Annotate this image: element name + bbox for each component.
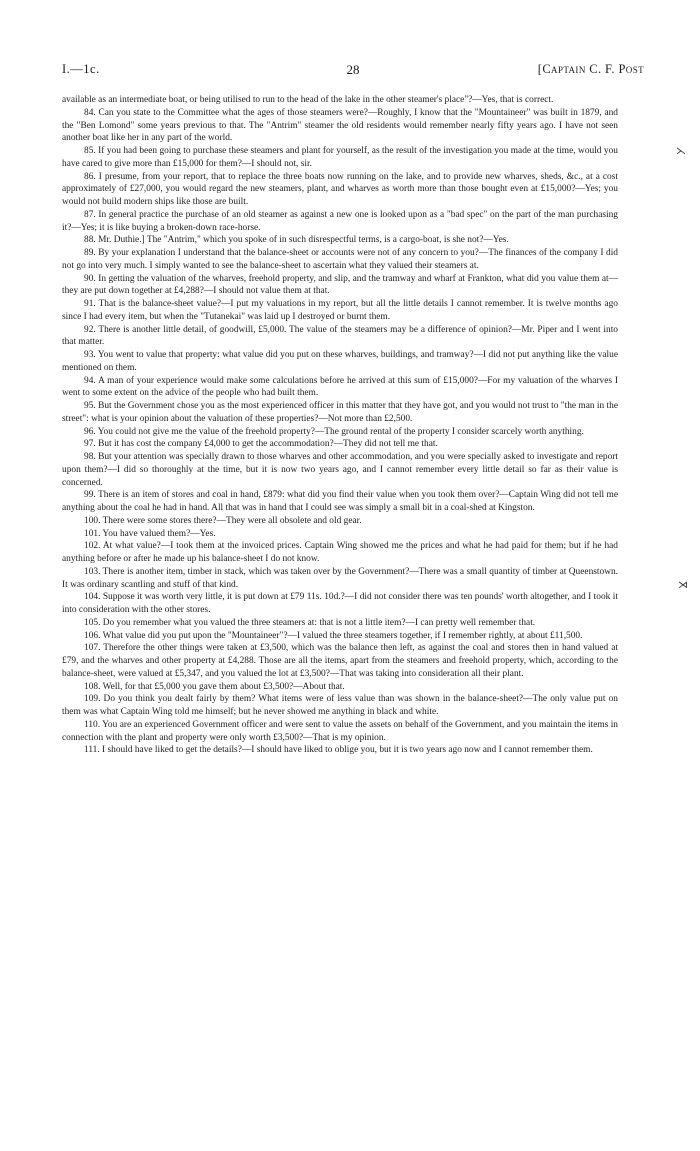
paragraph: 107. Therefore the other things were taken at £3,500, which was the balance then left, as against the coal and stores then in hand valued at £79, and the wharves and other property at £4,288. Those are all the items, apart from the steamers and freehold property, which, according to the balance-sheet, were valued at £5,347, and you valued the lot at £3,500?—That was taking into consideration all their plant. [62,643,618,679]
paragraph: 111. I should have liked to get the details?—I should have liked to oblige you, but it is two years ago now and I cannot remember them. [84,745,593,756]
paragraph: 96. You could not give me the value of the freehold property?—The ground rental of the property I consider scarcely worth anything. [84,426,584,437]
paragraph: 108. Well, for that £5,000 you gave them about £3,500?—About that. [84,681,345,692]
paragraph: 94. A man of your experience would make some calculations before he arrived at this sum of £15,000?—For my valuation of the wharves I went to some extent on the advice of the people who had built them. [62,375,618,399]
paragraph: available as an intermediate boat, or being utilised to run to the head of the lake in the other steamer's place"?—Yes, that is correct. [62,95,554,105]
paragraph: 102. At what value?—I took them at the invoiced prices. Captain Wing showed me the prices and what he had paid for them; but if he had anything before or after he made up his balance-sheet I do not know. [62,541,618,564]
paragraph: 101. You have valued them?—Yes. [84,528,216,539]
paragraph: 89. By your explanation I understand that the balance-sheet or accounts were not of any concern to you?—The finances of the company I did not go into very much. I simply wanted to see the balance-sheet to ascertain what they valued their steamers at. [62,248,618,271]
margin-scan-mark: ⋋ [676,146,686,157]
paragraph: 103. There is another item, timber in stack, which was taken over by the Government?—There was a small quantity of timber at Queenstown. It was ordinary scantling and stuff of that kind. [62,566,618,590]
margin-scan-mark: ⋊ [678,580,688,591]
header-series-ref: I.—1c. [62,62,100,76]
paragraph: 90. In getting the valuation of the wharves, freehold property, and slip, and the tramway and wharf at Frankton, what did you value them at—they are put down together at £4,288?—I should not value them at that. [62,273,618,297]
paragraph: 92. There is another little detail, of goodwill, £5,000. The value of the steamers may be a difference of opinion?—Mr. Piper and I went into that matter. [62,324,618,348]
paragraph: 104. Suppose it was worth very little, it is put down at £79 11s. 10d.?—I did not consider there was ten pounds' worth altogether, and I took it into consideration with the other stores. [62,592,618,615]
paragraph: 110. You are an experienced Government officer and were sent to value the assets on behalf of the Government, and you maintain the items in connection with the plant and property were only worth £3,500?—That is my opinion. [62,719,618,743]
page-header [62,62,644,80]
page-number: 28 [346,62,360,77]
header-witness: [Captain C. F. Post [537,62,644,76]
paragraph: 105. Do you remember what you valued the three steamers at: that is not a little item?—I can pretty well remember that. [84,617,536,628]
paragraph: 98. But your attention was specially drawn to those wharves and other accommodation, and you were specially asked to investigate and report upon them?—I did so thoroughly at the time, but it is now two years ago, and I cannot remember every little detail so far as their value is concerned. [62,452,618,488]
paragraph: 85. If you had been going to purchase these steamers and plant for yourself, as the result of the investigation you made at the time, would you have cared to give more than £15,000 for them?—I should not, sir. [62,146,618,169]
paragraph: 87. In general practice the purchase of an old steamer as against a new one is looked upon as a "bad spec" on the part of the man purchasing it?—Yes; it is like buying a broken-down race-horse. [62,209,618,233]
paragraph: 95. But the Government chose you as the most experienced officer in this matter that they have got, and you would not trust to "the man in the street": what is your opinion about the valuation of these properties?—Not more than £2,500. [62,401,618,424]
paragraph: 106. What value did you put upon the "Mountaineer"?—I valued the three steamers together, if I remember rightly, at about £11,500. [84,630,583,641]
paragraph: 93. You went to value that property: what value did you put on these wharves, buildings, and tramway?—I did not put anything like the value mentioned on them. [62,350,618,373]
paragraph: 109. Do you think you dealt fairly by them? What items were of less value than was shown in the balance-sheet?—The only value put on them was what Captain Wing told me himself; but he never showed me anything in black and white. [62,694,618,717]
paragraph: 97. But it has cost the company £4,000 to get the accommodation?—They did not tell me that. [84,439,438,450]
paragraph: 86. I presume, from your report, that to replace the three boats now running on the lake, and to provide new wharves, sheds, &c., at a cost approximately of £27,000, you would regard the new steamers, plant, and wharves as worth more than those bought even at £15,000?—Yes; you would not build modern ships like those are built. [62,171,618,207]
paragraph: 84. Can you state to the Committee what the ages of those steamers were?—Roughly, I know that the "Mountaineer" was built in 1879, and the "Ben Lomond" some years previous to that. The "Antrim" steamer the old residents would remember nearly fifty years ago. I have not seen another boat like her in any part of the world. [62,107,618,144]
paragraph: 99. There is an item of stores and coal in hand, £879: what did you find their value when you took them over?—Captain Wing did not tell me anything about the coal he had in hand. All that was in hand that I could see was simply a small bit in a coal-shed at Kingston. [62,490,618,513]
paragraph: 100. There were some stores there?—They were all obsolete and old gear. [84,515,362,526]
paragraph: 88. Mr. Duthie.] The "Antrim," which you spoke of in such disrespectful terms, is a cargo-boat, is she not?—Yes. [84,235,509,246]
paragraph: 91. That is the balance-sheet value?—I put my valuations in my report, but all the little details I cannot remember. It is twelve months ago since I had every item, but when the "Tutanekai" was laid up I destroyed or burnt them. [62,299,618,322]
evidence-text [62,94,618,757]
